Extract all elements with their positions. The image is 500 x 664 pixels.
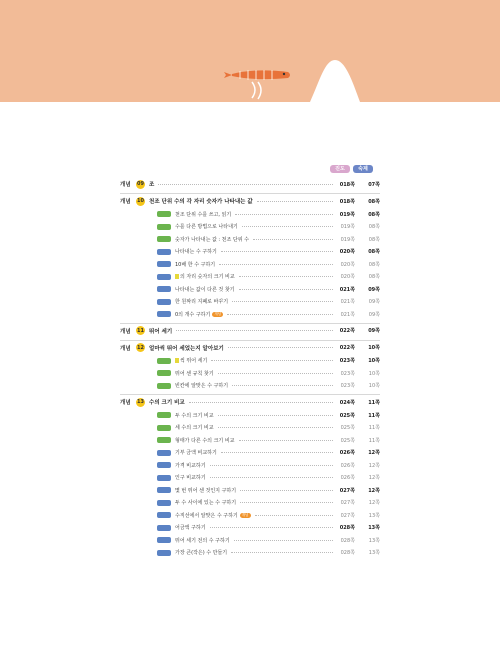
sub-item-row[interactable] — [120, 472, 380, 484]
leader-dots — [235, 214, 333, 215]
sub-item-label: 형태가 다른 수의 크기 비교 — [175, 437, 235, 444]
concept-number: 12 — [137, 344, 144, 351]
progress-page: 019쪽 — [340, 224, 355, 230]
homework-page: 08쪽 — [368, 224, 380, 230]
progress-page: 025쪽 — [339, 412, 355, 419]
sub-item-row[interactable] — [120, 547, 380, 559]
applied-type-badge — [157, 525, 171, 531]
progress-page: 021쪽 — [339, 286, 355, 293]
sub-item-title — [175, 474, 206, 481]
homework-page: 11쪽 — [368, 437, 380, 444]
sub-item-label: 0의 개수 구하기 — [175, 311, 211, 318]
sub-item-row[interactable] — [120, 221, 380, 233]
sub-item-row[interactable] — [120, 380, 380, 392]
blank-box-icon — [175, 358, 179, 363]
concept-row[interactable] — [120, 195, 380, 207]
concept-tag: 개념 — [120, 400, 131, 406]
progress-page: 022쪽 — [339, 328, 355, 334]
homework-page: 11쪽 — [368, 399, 380, 406]
basic-type-badge — [157, 370, 171, 376]
basic-type-badge — [157, 358, 171, 364]
applied-type-badge — [157, 475, 171, 481]
progress-page: 020쪽 — [340, 274, 355, 280]
leader-dots — [253, 239, 333, 240]
sub-item-title — [175, 449, 217, 456]
section-divider — [120, 340, 380, 341]
basic-type-badge — [157, 425, 171, 431]
applied-type-badge — [157, 450, 171, 456]
leader-dots — [221, 452, 333, 453]
header-background — [0, 0, 500, 102]
sub-item-row[interactable] — [120, 484, 380, 496]
sub-item-row[interactable] — [120, 246, 380, 258]
progress-page: 025쪽 — [340, 425, 355, 431]
sub-item-title — [175, 462, 206, 469]
applied-type-badge — [157, 249, 171, 255]
sub-item-label: 기부 금액 비교하기 — [175, 450, 217, 456]
leader-dots — [240, 502, 333, 503]
progress-page: 019쪽 — [340, 236, 355, 243]
sub-item-label: 한 원짜리 지폐로 바꾸기 — [175, 299, 229, 305]
leader-dots — [232, 301, 333, 302]
sub-item-label: 10배 한 수 구하기 — [175, 261, 216, 268]
new-badge: 개념 — [214, 311, 222, 316]
sub-item-row[interactable] — [120, 434, 380, 446]
leader-dots — [228, 347, 333, 348]
progress-page: 023쪽 — [340, 370, 355, 377]
concept-tag: 개념 — [120, 345, 131, 352]
sub-item-row[interactable] — [120, 271, 380, 283]
sub-item-label: 어금액 구하기 — [175, 525, 206, 531]
sub-item-label: 나타내는 수 구하기 — [175, 249, 217, 255]
homework-page: 12쪽 — [368, 475, 380, 481]
section-divider — [120, 193, 380, 194]
new-badge: 개념 — [241, 512, 249, 517]
homework-page: 07쪽 — [368, 181, 380, 188]
column-header-progress: 진도 — [330, 165, 350, 173]
sub-item-label: 의 자리 숫자의 크기 비교 — [180, 274, 235, 280]
homework-page: 10쪽 — [368, 370, 380, 377]
sub-item-label: 뛰어 센 규칙 찾기 — [175, 370, 214, 377]
concept-tag: 개념 — [120, 182, 131, 188]
leader-dots — [210, 477, 333, 478]
sub-item-label: 세 수의 크기 비교 — [175, 425, 214, 431]
sub-item-label: 천조 단위 수를 쓰고, 읽기 — [175, 211, 232, 218]
homework-page: 12쪽 — [368, 487, 380, 494]
leader-dots — [239, 289, 334, 290]
sub-item-title — [175, 223, 238, 230]
leader-dots — [218, 373, 333, 374]
blank-box-icon — [175, 274, 179, 279]
sub-item-row[interactable] — [120, 447, 380, 459]
concept-title: 얼마씩 뛰어 세었는지 알아보기 — [149, 345, 224, 352]
sub-item-label: 수직선에서 알맞은 수 구하기 — [175, 512, 238, 519]
sub-item-title — [175, 286, 235, 293]
leader-dots — [239, 276, 333, 277]
homework-page: 10쪽 — [368, 345, 380, 351]
concept-row[interactable] — [120, 325, 380, 337]
progress-page: 026쪽 — [340, 475, 355, 481]
sub-item-row[interactable] — [120, 233, 380, 245]
progress-page: 021쪽 — [340, 299, 355, 305]
leader-dots — [257, 201, 333, 202]
applied-type-badge — [157, 311, 171, 317]
homework-page: 13쪽 — [368, 525, 380, 531]
section-divider — [120, 323, 380, 324]
sub-item-label: 두 수 사이에 있는 수 구하기 — [175, 500, 237, 506]
basic-type-badge — [157, 383, 171, 389]
applied-type-badge — [157, 261, 171, 267]
concept-number: 13 — [137, 399, 144, 405]
basic-type-badge — [157, 437, 171, 443]
sub-item-row[interactable] — [120, 208, 380, 220]
homework-page: 10쪽 — [368, 383, 380, 389]
sub-item-row[interactable] — [120, 296, 380, 308]
progress-page: 018쪽 — [339, 181, 355, 188]
sub-item-row[interactable] — [120, 534, 380, 546]
leader-dots — [210, 527, 333, 528]
homework-page: 08쪽 — [368, 249, 380, 255]
progress-page: 026쪽 — [340, 462, 355, 469]
sub-item-row[interactable] — [120, 497, 380, 509]
basic-type-badge — [157, 211, 171, 217]
applied-type-badge — [157, 487, 171, 493]
concept-tag: 개념 — [120, 328, 131, 335]
homework-page: 10쪽 — [368, 358, 380, 364]
section-divider — [120, 394, 380, 395]
basic-type-badge — [157, 412, 171, 418]
sub-item-row[interactable] — [120, 308, 380, 320]
sub-item-label: 뛰어 세기 전의 수 구하기 — [175, 537, 230, 544]
homework-page: 09쪽 — [368, 286, 380, 293]
leader-dots — [218, 415, 333, 416]
sub-item-label: 나타내는 값이 다른 것 찾기 — [175, 286, 235, 293]
homework-page: 12쪽 — [368, 500, 380, 506]
progress-page: 027쪽 — [340, 500, 355, 506]
applied-type-badge — [157, 462, 171, 468]
leader-dots — [189, 402, 333, 403]
progress-page: 028쪽 — [340, 550, 355, 556]
sub-item-label: 가격 비교하기 — [175, 462, 206, 469]
homework-page: 08쪽 — [368, 261, 380, 268]
applied-type-badge — [157, 299, 171, 305]
sub-item-title — [175, 261, 215, 268]
sub-item-title — [175, 211, 231, 218]
sub-item-label: 두 수의 크기 비교 — [175, 412, 214, 419]
homework-page: 11쪽 — [368, 412, 380, 419]
sub-item-label: 씩 뛰어 세기 — [180, 358, 208, 364]
sub-item-row[interactable] — [120, 367, 380, 379]
applied-type-badge — [157, 550, 171, 556]
leader-dots — [211, 360, 333, 361]
progress-page: 025쪽 — [340, 437, 355, 444]
concept-title: 천조 단위 수의 각 자리 숫자가 나타내는 값 — [149, 199, 253, 205]
basic-type-badge — [157, 236, 171, 242]
sub-item-title — [175, 236, 249, 243]
applied-type-badge — [157, 286, 171, 292]
sub-item-title — [175, 382, 228, 389]
sub-item-row[interactable] — [120, 409, 380, 421]
applied-type-badge — [157, 512, 171, 518]
concept-title: 조 — [149, 182, 155, 188]
leader-dots — [242, 226, 333, 227]
page-header — [0, 0, 500, 102]
sub-item-row[interactable] — [120, 522, 380, 534]
progress-page: 026쪽 — [339, 450, 355, 456]
concept-row[interactable] — [120, 342, 380, 354]
concept-number: 09 — [137, 181, 144, 187]
leader-dots — [234, 540, 333, 541]
basic-type-badge — [157, 224, 171, 230]
leader-dots — [232, 385, 333, 386]
sub-item-title — [175, 424, 214, 431]
homework-page: 13쪽 — [368, 512, 380, 519]
progress-page: 019쪽 — [339, 211, 355, 218]
sub-item-title — [175, 298, 228, 305]
progress-page: 018쪽 — [339, 198, 355, 205]
sub-item-title — [175, 248, 217, 255]
sub-item-title — [175, 370, 214, 377]
sub-item-title — [175, 487, 236, 494]
concept-tag: 개념 — [120, 199, 131, 205]
sub-item-row[interactable] — [120, 258, 380, 270]
sub-item-row[interactable] — [120, 283, 380, 295]
column-header-homework: 숙제 — [353, 165, 373, 173]
sub-item-row[interactable] — [120, 355, 380, 367]
leader-dots — [239, 440, 334, 441]
homework-page: 08쪽 — [368, 198, 380, 205]
concept-title: 뛰어 세기 — [149, 328, 173, 335]
leader-dots — [221, 251, 333, 252]
progress-page: 028쪽 — [340, 537, 355, 544]
leader-dots — [218, 427, 333, 428]
progress-page: 028쪽 — [339, 525, 355, 531]
progress-page: 027쪽 — [340, 512, 355, 519]
sub-item-label: 숫자가 나타내는 값 : 천조 단위 수 — [175, 236, 250, 243]
sub-item-title — [175, 412, 214, 419]
progress-page: 020쪽 — [340, 261, 355, 268]
progress-page: 023쪽 — [340, 383, 355, 389]
leader-dots — [240, 490, 333, 491]
progress-page: 023쪽 — [339, 358, 355, 364]
sub-item-title — [175, 311, 223, 318]
applied-type-badge — [157, 274, 171, 280]
homework-page: 08쪽 — [368, 274, 380, 280]
applied-type-badge — [157, 500, 171, 506]
homework-page: 12쪽 — [368, 450, 380, 456]
sub-item-title — [175, 273, 235, 280]
progress-page: 021쪽 — [340, 311, 355, 318]
leader-dots — [227, 314, 333, 315]
sub-item-row[interactable] — [120, 509, 380, 521]
sub-item-title — [175, 437, 235, 444]
homework-page: 08쪽 — [368, 211, 380, 218]
leader-dots — [231, 552, 333, 553]
sub-item-label: 빈칸에 알맞은 수 구하기 — [175, 383, 229, 389]
sub-item-title — [175, 549, 227, 556]
homework-page: 12쪽 — [368, 462, 380, 469]
progress-page: 022쪽 — [339, 345, 355, 351]
concept-title: 수의 크기 비교 — [149, 400, 185, 406]
sub-item-label: 수를 다른 방법으로 나타내기 — [175, 224, 238, 230]
homework-page: 08쪽 — [368, 236, 380, 243]
progress-page: 024쪽 — [339, 399, 355, 406]
sub-item-title — [175, 357, 207, 364]
progress-page: 027쪽 — [339, 487, 355, 494]
sub-item-label: 몇 번 뛰어 센 것인지 구하기 — [175, 487, 237, 494]
sub-item-title — [175, 499, 236, 506]
applied-type-badge — [157, 537, 171, 543]
leader-dots — [210, 465, 333, 466]
homework-page: 09쪽 — [368, 311, 380, 318]
concept-row[interactable] — [120, 178, 380, 190]
homework-page: 13쪽 — [368, 550, 380, 556]
sub-item-title — [175, 537, 230, 544]
concept-number: 10 — [137, 198, 144, 204]
leader-dots — [176, 330, 333, 331]
sub-item-label: 가장 큰(작은) 수 만들기 — [175, 550, 228, 556]
sub-item-title — [175, 512, 251, 519]
sub-item-title — [175, 524, 206, 531]
homework-page: 13쪽 — [368, 537, 380, 544]
homework-page: 11쪽 — [368, 425, 380, 431]
homework-page: 09쪽 — [368, 328, 380, 334]
homework-page: 09쪽 — [368, 299, 380, 305]
sub-item-row[interactable] — [120, 422, 380, 434]
concept-number: 11 — [137, 327, 144, 334]
leader-dots — [219, 264, 333, 265]
leader-dots — [158, 184, 333, 185]
sub-item-row[interactable] — [120, 459, 380, 471]
progress-page: 020쪽 — [339, 249, 355, 255]
leader-dots — [255, 515, 334, 516]
concept-row[interactable] — [120, 396, 380, 408]
sub-item-label: 인구 비교하기 — [175, 475, 206, 481]
